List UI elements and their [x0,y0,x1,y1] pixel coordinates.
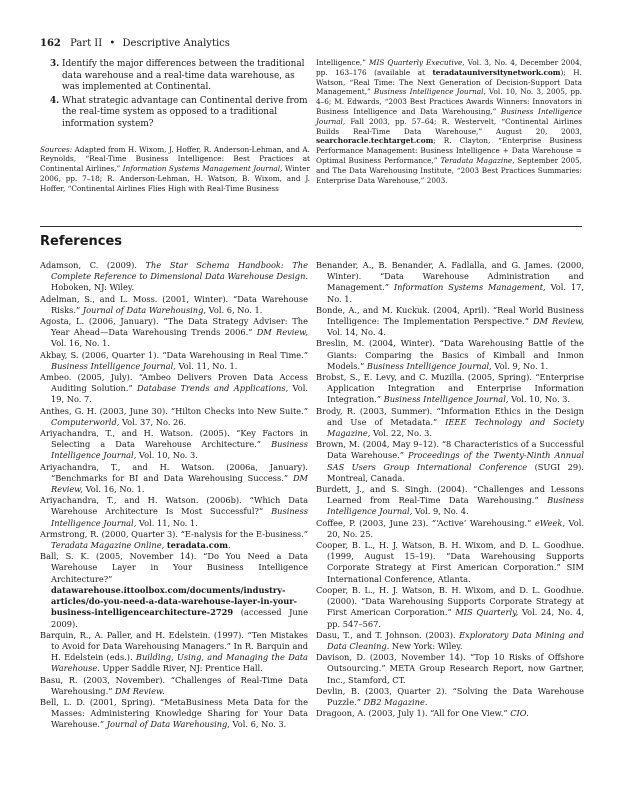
source-link[interactable]: teradatauniversitynetwork.com [432,67,561,77]
sources-text: Winter 2006, pp. 7–18; R. Anderson-Lehman, H. Watson, B. Wixom, and J. Hoffer, “Continental Airlines Flies High with Real-Time Business [40,164,310,193]
reference-text: Vol. 24, No. 4, pp. 547–567. [327,607,585,629]
question-text: What strategic advantage can Continental derive from the real-time system as opposed to a traditional information system? [62,95,308,129]
reference-text: Burdett, J., and S. Singh. (2004). “Challenges and Lessons Learned from Real-Time Data Warehousing.” [316,484,584,506]
question-number: 3. [50,59,60,69]
reference-text: Bonde, A., and M. Kuckuk. (2004, April). “Real World Business Intelligence: The Implementation Perspective.” [316,304,584,327]
reference-text: Akbay, S. (2006, Quarter 1). “Data Warehousing in Real Time.” [40,349,308,360]
reference-source: Computerworld, [51,416,120,427]
source-link[interactable]: searchoracle.techtarget.com [316,136,434,146]
reference-source: DM Review, [51,472,308,495]
reference-text: Bell, L. D. (2001, Spring). “MetaBusiness Meta Data for the Masses: Administering Knowledge Sharing for Your Data Warehouse.” [40,696,308,730]
reference-text: Ariyachandra, T., and H. Watson. (2006b). “Which Data Warehouse Architecture Is Most Successful?” [40,495,308,517]
reference-text: Vol. 17, No. 1. [327,282,585,304]
reference-link[interactable]: datawarehouse.ittoolbox.com/documents/industry-articles/do-you-need-a-data-warehouse-layer-in-your-business-intelligencearchitecture-2729 [51,584,298,618]
reference-text: Vol. 9, No. 1. [491,360,549,371]
reference-entry [40,372,308,406]
reference-source: IEEE Technology and Society Magazine, [327,416,584,439]
reference-entry [316,439,584,484]
reference-source: DM Review, [256,327,308,338]
reference-entry [316,652,584,686]
reference-text: Benander, A., B. Benander, A. Fadlalla, and G. James. (2000, Winter). “Data Warehouse Administration and Management.” [316,260,584,293]
reference-source: DM Review. [115,685,165,696]
reference-text: Vol. 9, No. 4. [412,506,469,517]
reference-text: (SUGI 29). Montreal, Canada. [327,461,584,483]
reference-source: The Star Schema Handbook: The Complete Reference to Dimensional Data Warehouse Design. [51,260,308,282]
question-text: Identify the major differences between the traditional data warehouse and a real-time data warehouse, as was implemented at Continental. [62,59,305,93]
reference-entry [316,406,584,440]
reference-source: Proceedings of the Twenty-Ninth Annual SAS Users Group International Conference [327,450,584,472]
running-header [40,38,230,49]
reference-entry [316,518,584,540]
reference-entry [40,316,308,350]
reference-text: Upper Saddle River, NJ: Prentice Hall. [99,663,263,674]
question-item [40,59,310,94]
reference-text: Ambeo. (2005, July). “Ambeo Delivers Proven Data Access Auditing Solution.” [40,372,308,394]
reference-text: Adelman, S., and L. Moss. (2001, Winter). “Data Warehouse Risks.” [40,293,308,315]
sources-journal: Information Systems Management Journal, [122,164,283,174]
reference-source: DM Review, [532,316,584,327]
question-number: 4. [50,95,60,106]
reference-text: Vol. 19, No. 7. [51,383,308,405]
reference-entry [40,529,308,551]
reference-source: DB2 Magazine. [363,696,428,707]
reference-source: Information Systems Management, [393,282,546,293]
reference-entry [40,428,308,462]
sources-note [40,145,310,194]
reference-text: Brody, R. (2003, Summer). “Information Ethics in the Design and Use of Metadata.” [316,405,584,427]
reference-text: Adamson, C. (2009). [40,260,146,270]
reference-source: Business Intelligence Journal, [51,360,176,371]
reference-text: Vol. 14, No. 4. [327,327,386,338]
reference-entry [316,338,584,372]
references-heading: References [40,234,123,249]
references-column-left [40,260,308,731]
reference-entry [40,462,308,496]
reference-text: Hoboken, NJ: Wiley. [51,282,135,293]
reference-entry [316,484,584,518]
reference-text: Breslin, M. (2004, Winter). “Data Warehousing Battle of the Giants: Comparing the Basics of Kimball and Inmon Models.” [316,338,584,371]
reference-text: Dragoon, A. (2003, July 1). “All for One View.” [316,708,511,719]
sources-journal: MIS Quarterly Executive, [368,58,465,67]
sources-text: Vol. 10, No. 3, 2005, pp. 4–6; M. Edwards, “2003 Best Practices Awards Winners: Innovators in Business Intelligence and Data Warehousing,” [316,87,582,116]
reference-text: Cooper, B. L., H. J. Watson, B. H. Wixom, and D. L. Goodhue. (2000). “Data Warehousing Supports Corporate Strategy at First American Corporation.” [316,584,584,618]
sources-text: Adapted from H. Wixom, J. Hoffer, R. Anderson-Lehman, and A. Reynolds, “Real-Time Business Intelligence: Best Practices at Continental Airlines,” [40,144,310,174]
reference-text: New York: Wiley. [389,640,463,651]
reference-entry [316,260,584,305]
reference-text: Vol. 16, No. 1. [82,484,145,495]
reference-text: Vol. 11, No. 1. [136,517,198,528]
sources-text: Fall 2003, pp. 57–64; R. Westervelt, “Continental Airlines Builds Real-Time Data Warehouse,” August 20, 2003, [316,116,582,136]
sources-journal: Teradata Magazine, [440,155,515,165]
reference-entry [40,630,308,675]
reference-source: Teradata Magazine Online, [51,540,165,551]
reference-source: Database Trends and Applications, [137,383,289,394]
reference-source: Journal of Data Warehousing, [82,304,207,315]
reference-entry [316,372,584,406]
reference-entry [40,260,308,294]
question-item [40,96,310,131]
part-label: Part II [70,38,103,49]
sources-journal: Business Intelligence Journal, [316,106,582,126]
reference-source: eWeek, [534,517,565,528]
reference-text: Vol. 6, No. 3. [229,719,287,730]
reference-entry [40,406,308,428]
sources-text: September 2005, and The Data Warehousing Institute, “2003 Best Practices Summaries: Enterprise Data Warehouse,” 2003. [316,155,582,185]
reference-source: Exploratory Data Mining and Data Cleaning. [327,629,585,651]
reference-entry [40,350,308,372]
reference-text: Vol. 6, No. 1. [206,304,263,315]
sources-continuation [316,58,582,185]
reference-text: Vol. 37, No. 26. [119,416,187,427]
reference-text: Vol. 20, No. 25. [327,517,584,539]
reference-text: Vol. 16, No. 1. [51,338,110,349]
page-number: 162 [40,38,61,49]
reference-text: Vol. 22, No. 3. [370,428,432,439]
reference-text: Vol. 11, No. 1. [175,360,238,371]
sources-text: ); H. Watson, “Real Time: The Next Generation of Decision-Support Data Management,” [316,67,582,97]
sources-journal: Business Intelligence Journal, [373,87,486,97]
reference-text: Brown, M. (2004, May 9–12). “8 Characteristics of a Successful Data Warehouse.” [316,439,584,461]
reference-text: Ball, S. K. (2005, November 14). “Do You Need a Data Warehouse Layer in Your Business Intelligence Architecture?” [40,551,308,584]
header-separator: • [109,38,116,49]
reference-entry [316,630,584,652]
reference-text: Vol. 10, No. 3. [508,394,571,405]
reference-entry [40,294,308,316]
reference-source: Business Intelligence Journal, [327,495,584,517]
reference-text: Dasu, T., and T. Johnson. (2003). [316,629,460,640]
reference-entry [316,305,584,339]
reference-text: Barquin, R., A. Paller, and H. Edelstein. (1997). “Ten Mistakes to Avoid for Data Warehousing Managers.” In R. Barquin and H. Edelstein (eds.). [40,629,308,663]
reference-text: Vol. 10, No. 3. [136,450,198,461]
reference-text: (accessed June 2009). [51,607,308,629]
reference-text: Brobst, S., E. Levy, and C. Muzilla. (2005, Spring). “Enterprise Application Integration and Enterprise Information Integration.” [316,372,584,405]
sources-text: Intelligence,” [316,58,369,67]
reference-source: Building, Using, and Managing the Data Warehouse. [51,652,308,674]
reference-source: Business Intelligence Journal, [51,439,308,461]
reference-entry [40,551,308,629]
reference-entry [316,540,584,585]
reference-entry [316,708,584,719]
reference-text: Anthes, G. H. (2003, June 30). “Hilton Checks into New Suite.” [40,405,308,416]
reference-text: Ariyachandra, T., and H. Watson. (2006a, January). “Benchmarks for BI and Data Warehousing Success.” [40,461,308,483]
reference-entry [316,686,584,708]
reference-text: Armstrong, R. (2000, Quarter 3). “E-nalysis for the E-business.” [40,528,308,539]
reference-source: Journal of Data Warehousing, [106,719,230,730]
reference-source: Business Intelligence Journal, [51,506,308,528]
reference-entry [40,697,308,731]
case-questions-block [40,59,310,194]
references-column-right [316,260,584,719]
reference-text: Basu, R. (2003, November). “Challenges of Real-Time Data Warehousing.” [40,674,308,696]
reference-text: Agosta, L. (2006, January). “The Data Strategy Adviser: The Year Ahead—Data Warehousing Trends 2006.” [40,316,308,338]
sources-text: Vol. 3, No. 4, December 2004, pp. 163–176 (available at [316,58,583,77]
reference-text: Ariyachandra, T., and H. Watson. (2005). “Key Factors in Selecting a Data Warehouse Architecture.” [40,428,308,450]
reference-text: . [228,540,231,551]
reference-entry [316,585,584,630]
reference-entry [40,675,308,697]
reference-text: Cooper, B. L., H. J. Watson, B. H. Wixom, and D. L. Goodhue. (1999, August 15–19). “Data Warehousing Supports Corporate Strategy at First American Corporation.” SIM International Conference, Atlanta. [316,540,584,584]
reference-source: Business Intelligence Journal, [366,360,492,371]
reference-source: CIO. [510,708,529,719]
reference-link[interactable]: teradata.com [166,540,228,551]
reference-source: Business Intelligence Journal, [383,394,509,405]
reference-text: Devlin, B. (2003, Quarter 2). “Solving the Data Warehouse Puzzle.” [316,685,584,707]
reference-text: Davison, D. (2003, November 14). “Top 10 Risks of Offshore Outsourcing.” META Group Research Report, now Gartner, Inc., Stamford, CT. [316,652,584,685]
sources-text: ; R. Clayton, “Enterprise Business Performance Management: Business Intelligence + Data Warehouse = Optimal Business Performance,” [316,136,582,165]
sources-label: Sources: [40,144,73,154]
section-label: Descriptive Analytics [122,38,230,49]
section-divider [40,226,582,227]
reference-source: MIS Quarterly, [455,607,519,618]
reference-text: Coffee, P. (2003, June 23). “‘Active’ Warehousing.” [316,517,535,528]
reference-entry [40,495,308,529]
